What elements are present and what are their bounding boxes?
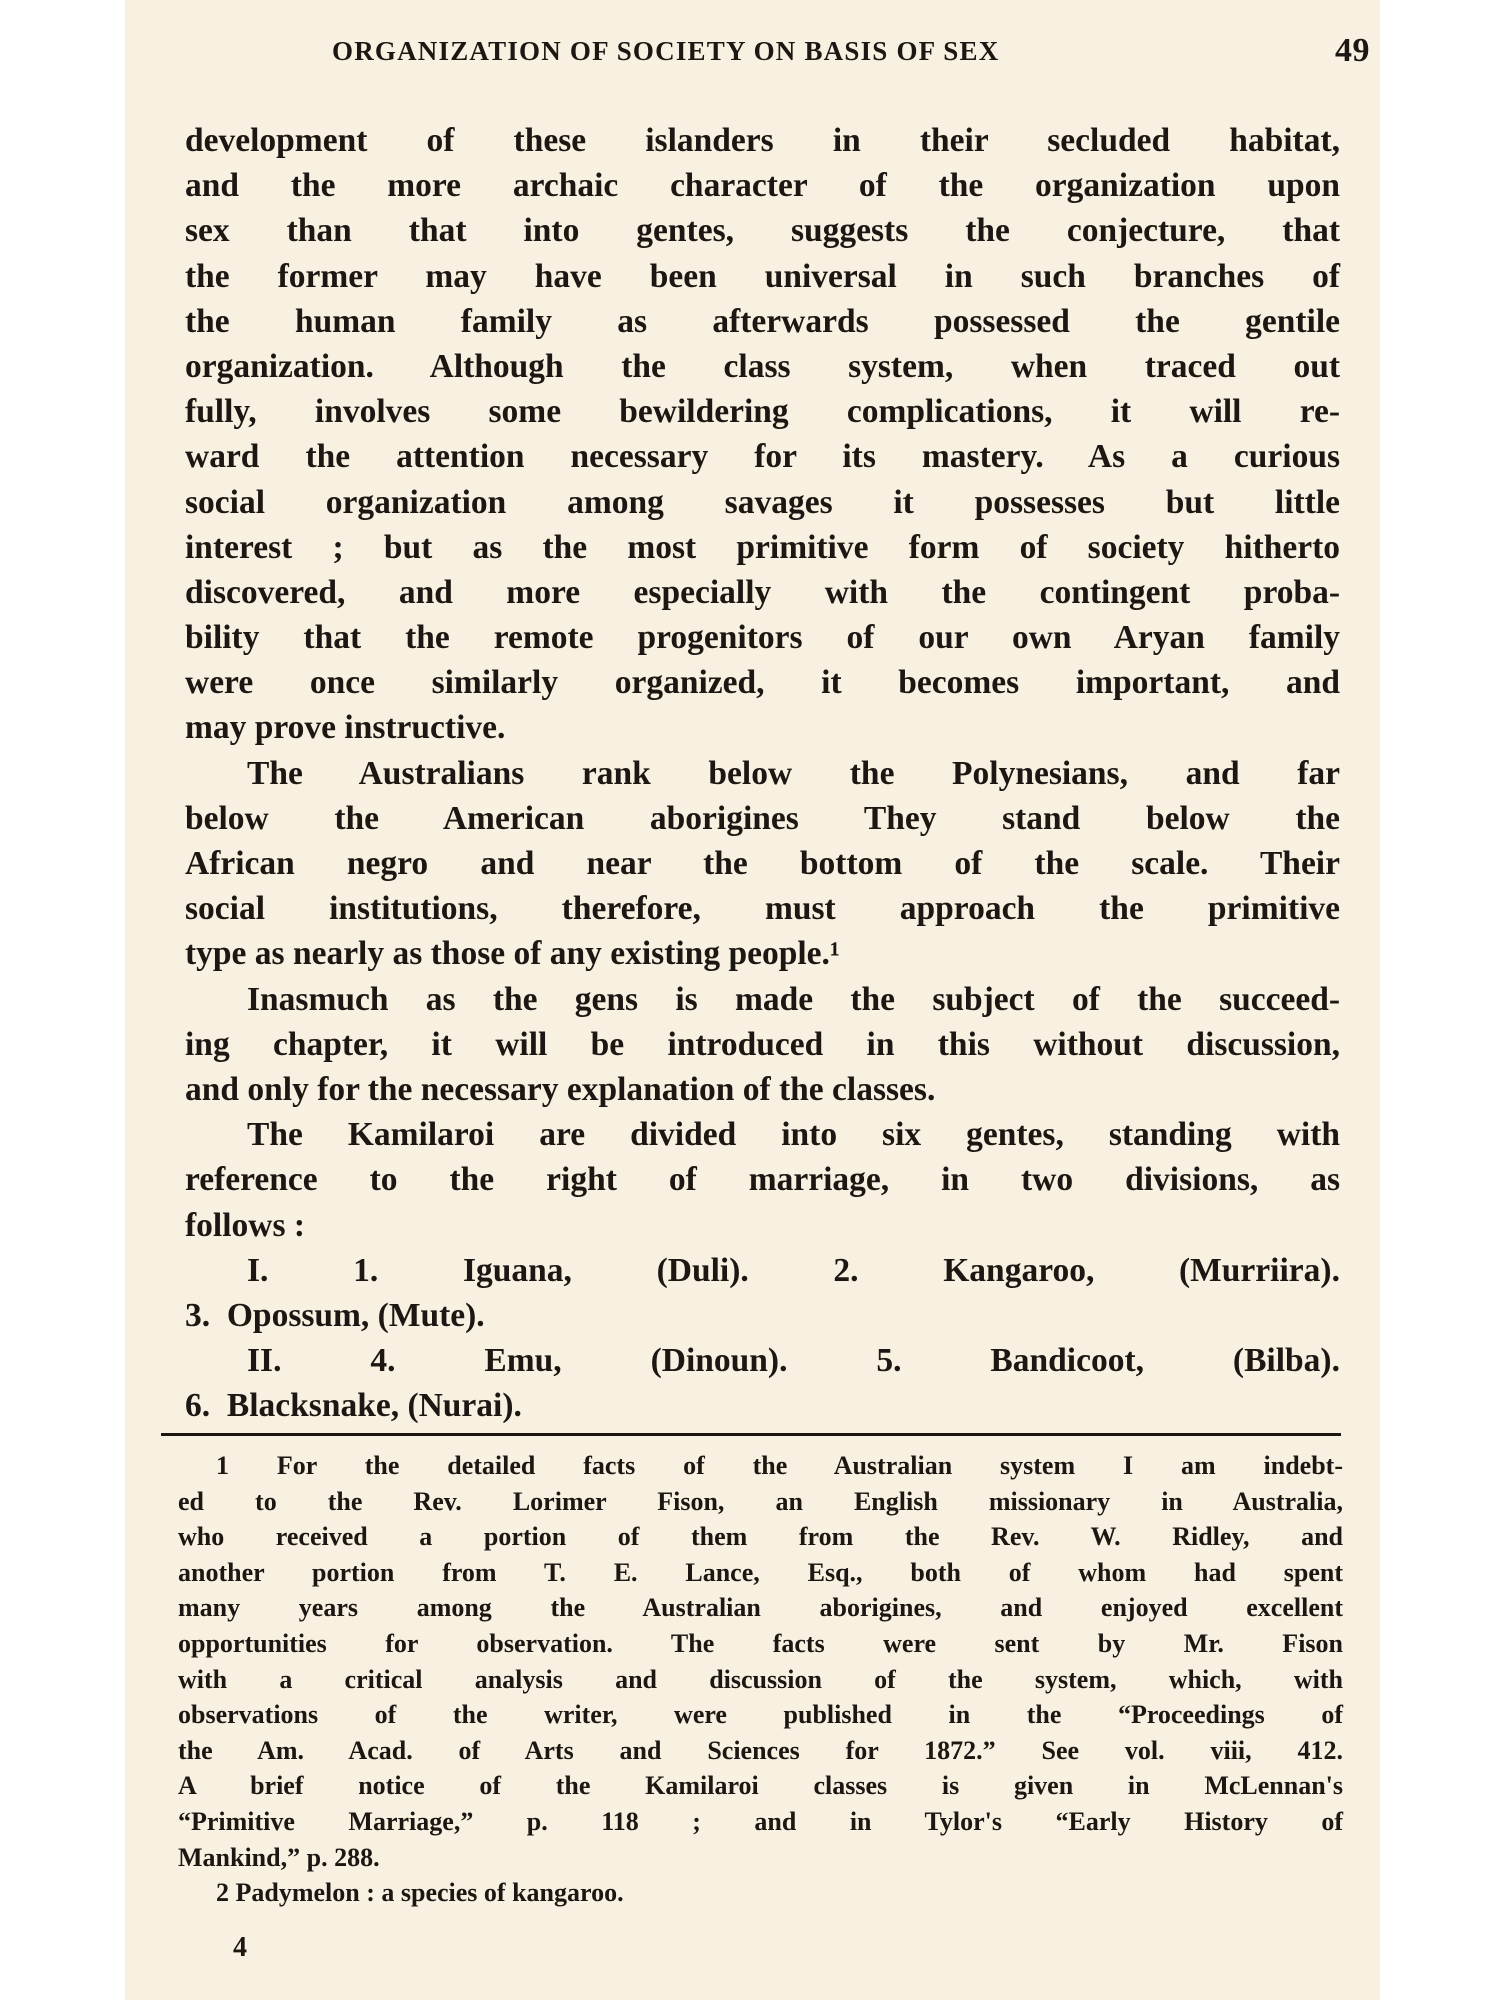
text-line: were once similarly organized, it becomes important, and xyxy=(185,664,1340,702)
gens-native-name: (Dinoun). xyxy=(650,1342,788,1380)
paragraph-3 xyxy=(185,977,1340,1113)
text-line: The Kamilaroi are divided into six gentes, standing with xyxy=(247,1116,1340,1154)
footnote-line: another portion from T. E. Lance, Esq., both of whom had spent xyxy=(178,1557,1343,1587)
gens-number: 5. xyxy=(876,1342,902,1380)
footnote-line: with a critical analysis and discussion of the system, which, with xyxy=(178,1664,1343,1694)
text-line: the former may have been universal in such branches of xyxy=(185,257,1340,295)
division-numeral: II. xyxy=(247,1342,282,1380)
footnote-line: 2 Padymelon : a species of kangaroo. xyxy=(216,1878,624,1908)
division-numeral: I. xyxy=(247,1251,269,1289)
footnote-line: the Am. Acad. of Arts and Sciences for 1872.” See vol. viii, 412. xyxy=(178,1735,1343,1765)
text-line: reference to the right of marriage, in two divisions, as xyxy=(185,1161,1340,1199)
page-number: 49 xyxy=(1335,32,1370,69)
text-line: interest ; but as the most primitive form of society hitherto xyxy=(185,528,1340,566)
footnote-line: ed to the Rev. Lorimer Fison, an English missionary in Australia, xyxy=(178,1486,1343,1516)
footnote-line: Mankind,” p. 288. xyxy=(178,1842,380,1872)
text-line: below the American aborigines They stand below the xyxy=(185,799,1340,837)
text-line: Inasmuch as the gens is made the subject of the succeed- xyxy=(247,980,1340,1018)
footnote-line: many years among the Australian aborigines, and enjoyed excellent xyxy=(178,1593,1343,1623)
text-line: type as nearly as those of any existing people.¹ xyxy=(185,935,840,973)
gentes-row-4: 6. Blacksnake, (Nurai). xyxy=(185,1387,522,1425)
gens-name: Iguana, xyxy=(462,1251,572,1289)
gentes-list xyxy=(185,1248,1340,1429)
gens-name: Bandicoot, xyxy=(990,1342,1144,1380)
running-title: ORGANIZATION OF SOCIETY ON BASIS OF SEX xyxy=(332,36,1000,66)
gens-number: 4. xyxy=(370,1342,396,1380)
footnote-line: 1 For the detailed facts of the Australian system I am indebt- xyxy=(216,1451,1343,1480)
footnote-line: “Primitive Marriage,” p. 118 ; and in Tylor's “Early History of xyxy=(178,1806,1343,1836)
text-line: may prove instructive. xyxy=(185,709,506,747)
text-line: organization. Although the class system, when traced out xyxy=(185,347,1340,385)
text-line: The Australians rank below the Polynesians, and far xyxy=(247,754,1340,792)
text-line: sex than that into gentes, suggests the conjecture, that xyxy=(185,212,1340,250)
body-text xyxy=(185,118,1340,1428)
text-line: ward the attention necessary for its mastery. As a curious xyxy=(185,438,1340,476)
text-line: social institutions, therefore, must approach the primitive xyxy=(185,890,1340,928)
footnote-1 xyxy=(178,1448,1343,1875)
footnote-line: observations of the writer, were published in the “Proceedings of xyxy=(178,1700,1343,1730)
gens-number: 1. xyxy=(353,1251,379,1289)
footnote-2 xyxy=(178,1875,1343,1911)
paragraph-2 xyxy=(185,751,1340,977)
gentes-row-3 xyxy=(185,1338,1340,1383)
footnote-line: who received a portion of them from the Rev. W. Ridley, and xyxy=(178,1522,1343,1552)
text-line: the human family as afterwards possessed the gentile xyxy=(185,302,1340,340)
gens-native-name: (Murriira). xyxy=(1179,1251,1340,1289)
gens-native-name: (Duli). xyxy=(656,1251,749,1289)
page-header xyxy=(125,32,1380,76)
paragraph-1 xyxy=(185,118,1340,751)
text-line: and the more archaic character of the organization upon xyxy=(185,167,1340,205)
footnote-divider xyxy=(161,1433,1341,1436)
text-line: ing chapter, it will be introduced in this without discussion, xyxy=(185,1025,1340,1063)
text-line: discovered, and more especially with the contingent proba- xyxy=(185,573,1340,611)
text-line: follows : xyxy=(185,1206,306,1244)
gentes-row-2: 3. Opossum, (Mute). xyxy=(185,1296,485,1334)
gens-name: Kangaroo, xyxy=(943,1251,1095,1289)
text-line: social organization among savages it possesses but little xyxy=(185,483,1340,521)
footnotes xyxy=(178,1448,1343,1911)
text-line: fully, involves some bewildering complications, it will re- xyxy=(185,393,1340,431)
gens-name: Emu, xyxy=(484,1342,562,1380)
text-line: bility that the remote progenitors of our own Aryan family xyxy=(185,619,1340,657)
paragraph-4 xyxy=(185,1112,1340,1248)
text-line: development of these islanders in their secluded habitat, xyxy=(185,122,1340,159)
text-line: African negro and near the bottom of the scale. Their xyxy=(185,845,1340,882)
gentes-row-1 xyxy=(185,1248,1340,1293)
gens-native-name: (Bilba). xyxy=(1232,1342,1340,1380)
footnote-line: opportunities for observation. The facts were sent by Mr. Fison xyxy=(178,1628,1343,1658)
footnote-line: A brief notice of the Kamilaroi classes is given in McLennan's xyxy=(178,1771,1343,1801)
book-page xyxy=(125,0,1380,2000)
text-line: and only for the necessary explanation of the classes. xyxy=(185,1070,936,1108)
gens-number: 2. xyxy=(833,1251,859,1289)
signature-mark: 4 xyxy=(233,1932,247,1963)
